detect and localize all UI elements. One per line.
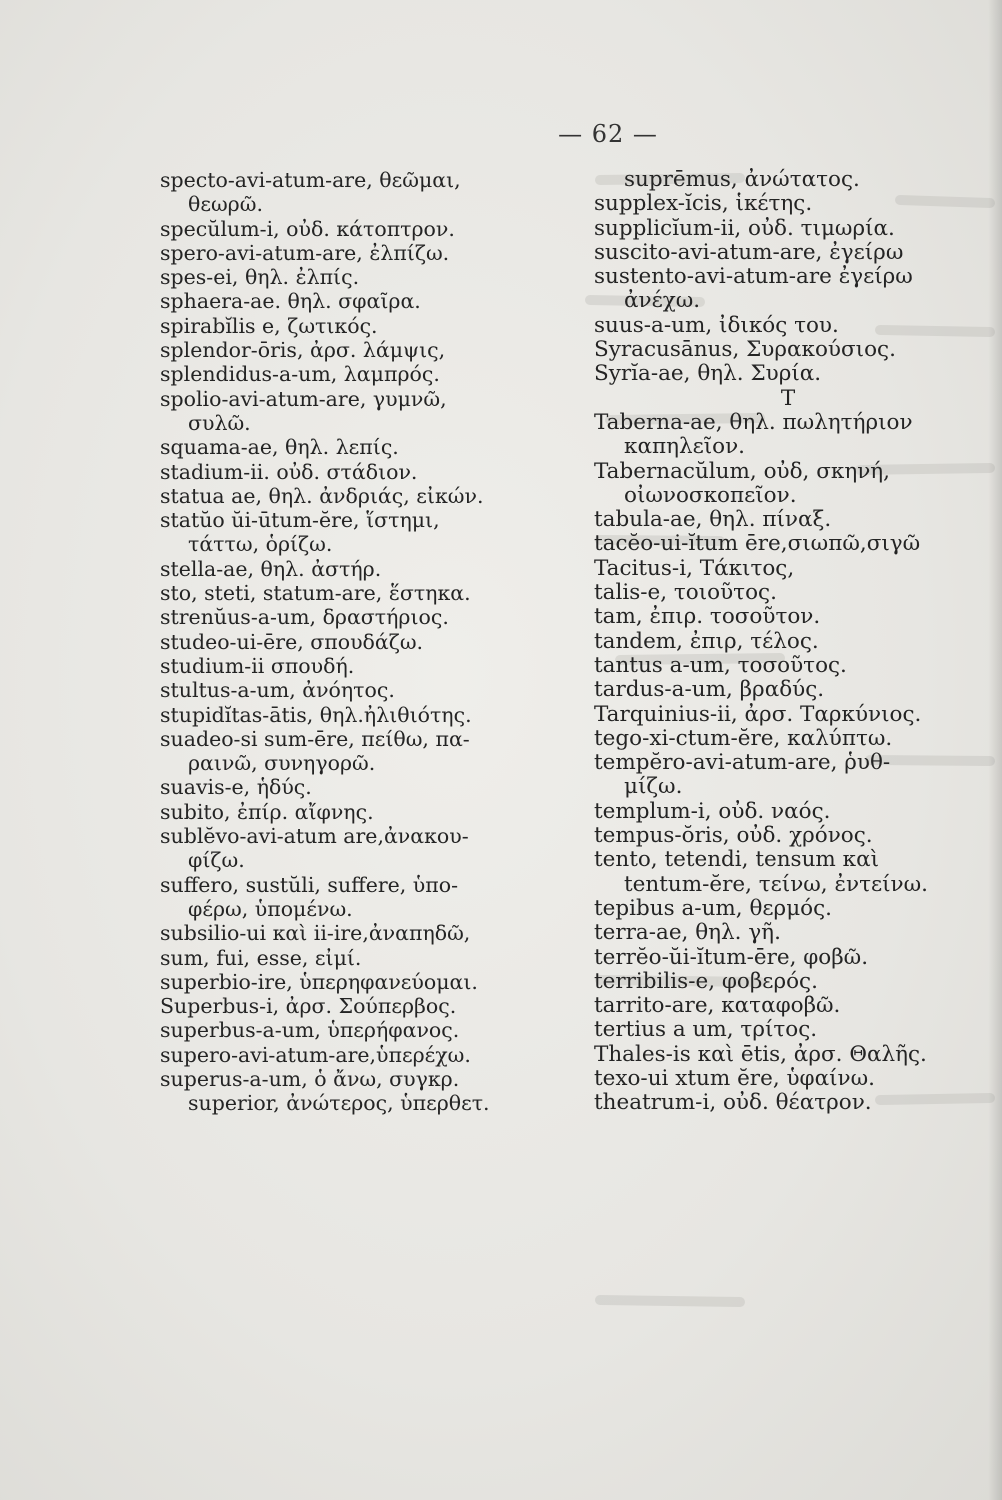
dictionary-line: stadium-ii. οὐδ. στάδιον. [160, 459, 418, 484]
dictionary-line: Superbus-i, ἀρσ. Σούπερβος. [160, 994, 457, 1019]
dictionary-line: specŭlum-i, οὐδ. κάτοπτρον. [160, 216, 455, 241]
dictionary-line: sphaera-ae. θηλ. σφαῖρα. [160, 289, 421, 314]
dictionary-line: superbio-ire, ὑπερηφανεύομαι. [160, 969, 478, 994]
dictionary-line: splendidus-a-um, λαμπρός. [160, 362, 440, 387]
dictionary-line: suprēmus, ἀνώτατος. [624, 168, 860, 192]
dictionary-line: Thales-is καὶ ētis, ἀρσ. Θαλῆς. [594, 1042, 927, 1067]
dictionary-line: tempus-ŏris, οὐδ. χρόνος. [594, 824, 873, 849]
right-column [594, 168, 1002, 1116]
dictionary-line: tabula-ae, θηλ. πίναξ. [594, 508, 832, 533]
dictionary-line: sublĕvo-avi-atum are,ἀνακου- [160, 824, 469, 849]
dictionary-line: tam, ἐπιρ. τοσοῦτον. [594, 605, 821, 630]
dictionary-line: Syracusānus, Συρακούσιος. [594, 338, 896, 363]
dictionary-line: τάττω, ὁρίζω. [188, 532, 333, 557]
dictionary-line: statua ae, θηλ. ἀνδριάς, εἰκών. [160, 483, 484, 508]
dictionary-line: supero-avi-atum-are,ὑπερέχω. [160, 1042, 471, 1067]
dictionary-line: subito, ἐπίρ. αἴφνης. [160, 799, 374, 824]
dictionary-line: theatrum-i, οὐδ. θέατρον. [594, 1091, 872, 1116]
dictionary-line: tarrito-are, καταφοβῶ. [594, 994, 841, 1019]
dictionary-line: μίζω. [624, 775, 683, 800]
dictionary-line: specto-avi-atum-are, θεῶμαι, [160, 168, 461, 192]
dictionary-line: terra-ae, θηλ. γῆ. [594, 921, 781, 946]
dictionary-line: οἰωνοσκοπεῖον. [624, 483, 797, 508]
dictionary-line: φέρω, ὑπομένω. [188, 896, 353, 921]
dictionary-line: φίζω. [188, 848, 245, 873]
dictionary-line: terrĕo-ŭi-ĭtum-ēre, φοβῶ. [594, 945, 869, 970]
dictionary-line: ραινῶ, συνηγορῶ. [188, 751, 376, 776]
dictionary-line: strenŭus-a-um, δραστήριος. [160, 605, 449, 630]
dictionary-line: spirabĭlis e, ζωτικός. [160, 313, 378, 338]
dictionary-line: sustento-avi-atum-are ἐγείρω [594, 265, 913, 290]
dictionary-line: Taberna-ae, θηλ. πωλητήριον [594, 410, 913, 435]
dictionary-line: sum, fui, esse, εἰμί. [160, 945, 362, 970]
dictionary-line: καπηλεῖον. [624, 435, 746, 460]
page-number: — 62 — [558, 120, 658, 148]
dictionary-line: tardus-a-um, βραδύς. [594, 678, 825, 703]
dictionary-line: tego-xi-ctum-ĕre, καλύπτω. [594, 726, 893, 751]
dictionary-line: stella-ae, θηλ. ἀστήρ. [160, 556, 382, 581]
dictionary-line: studium-ii σπουδή. [160, 653, 355, 678]
dictionary-line: sto, steti, statum-are, ἕστηκα. [160, 581, 471, 606]
dictionary-line: subsilio-ui καὶ ii-ire,ἀναπηδῶ, [160, 921, 471, 946]
dictionary-line: texo-ui xtum ĕre, ὑφαίνω. [594, 1066, 875, 1091]
dictionary-line: superior, ἀνώτερος, ὑπερθετ. [188, 1091, 490, 1116]
dictionary-line: terribilis-e, φοβερός. [594, 969, 818, 994]
dictionary-line: suscito-avi-atum-are, ἐγείρω [594, 240, 904, 265]
dictionary-line: squama-ae, θηλ. λεπίς. [160, 435, 399, 460]
dictionary-line: supplex-ĭcis, ἱκέτης. [594, 192, 813, 217]
dictionary-line: tentum-ĕre, τείνω, ἐντείνω. [624, 872, 928, 897]
dictionary-line: Syrĭa-ae, θηλ. Συρία. [594, 362, 822, 387]
dictionary-line: tacĕo-ui-ĭtum ēre,σιωπῶ,σιγῶ [594, 532, 921, 557]
dictionary-line: ἀνέχω. [624, 289, 701, 314]
dictionary-line: συλῶ. [188, 410, 251, 435]
dictionary-line: talis-e, τοιοῦτος. [594, 581, 777, 606]
dictionary-line: spes-ei, θηλ. ἐλπίς. [160, 265, 360, 290]
dictionary-line: tepibus a-um, θερμός. [594, 896, 832, 921]
dictionary-line: studeo-ui-ēre, σπουδάζω. [160, 629, 424, 654]
dictionary-line: tento, tetendi, tensum καὶ [594, 848, 880, 873]
dictionary-line: suadeo-si sum-ēre, πείθω, πα- [160, 726, 470, 751]
dictionary-line: Tarquinius-ii, ἀρσ. Ταρκύνιος. [594, 702, 922, 727]
dictionary-line: Tacitus-i, Τάκιτος, [594, 556, 795, 581]
dictionary-line: θεωρῶ. [188, 192, 263, 217]
dictionary-line: statŭo ŭi-ūtum-ĕre, ἵστημι, [160, 508, 440, 533]
dictionary-line: suffero, sustŭli, suffere, ὑπο- [160, 872, 459, 897]
dictionary-line: tandem, ἐπιρ, τέλος. [594, 629, 819, 654]
dictionary-line: superus-a-um, ὁ ἄνω, συγκρ. [160, 1066, 460, 1091]
dictionary-line: supplicĭum-ii, οὐδ. τιμωρία. [594, 216, 895, 241]
dictionary-line: spero-avi-atum-are, ἐλπίζω. [160, 240, 450, 265]
dictionary-line: Tabernacŭlum, οὐδ, σκηνή, [594, 459, 890, 484]
dictionary-line: tempĕro-avi-atum-are, ῥυθ- [594, 751, 891, 776]
dictionary-line: spolio-avi-atum-are, γυμνῶ, [160, 386, 447, 411]
dictionary-line: tertius a um, τρίτος. [594, 1018, 818, 1043]
left-column [160, 168, 585, 1116]
dictionary-line: tantus a-um, τοσοῦτος. [594, 653, 847, 678]
dictionary-line: stultus-a-um, ἀνόητος. [160, 678, 395, 703]
dictionary-line: superbus-a-um, ὑπερήφανος. [160, 1018, 460, 1043]
dictionary-line: suus-a-um, ἰδικός του. [594, 313, 839, 338]
dictionary-line: splendor-ōris, ἀρσ. λάμψις, [160, 338, 446, 363]
page-edge-shadow [988, 0, 1002, 1500]
dictionary-line: suavis-e, ἡδύς. [160, 775, 312, 800]
dictionary-line: templum-i, οὐδ. ναός. [594, 799, 831, 824]
dictionary-line: stupidĭtas-ātis, θηλ.ἠλιθιότης. [160, 702, 472, 727]
section-letter: T [780, 386, 796, 411]
